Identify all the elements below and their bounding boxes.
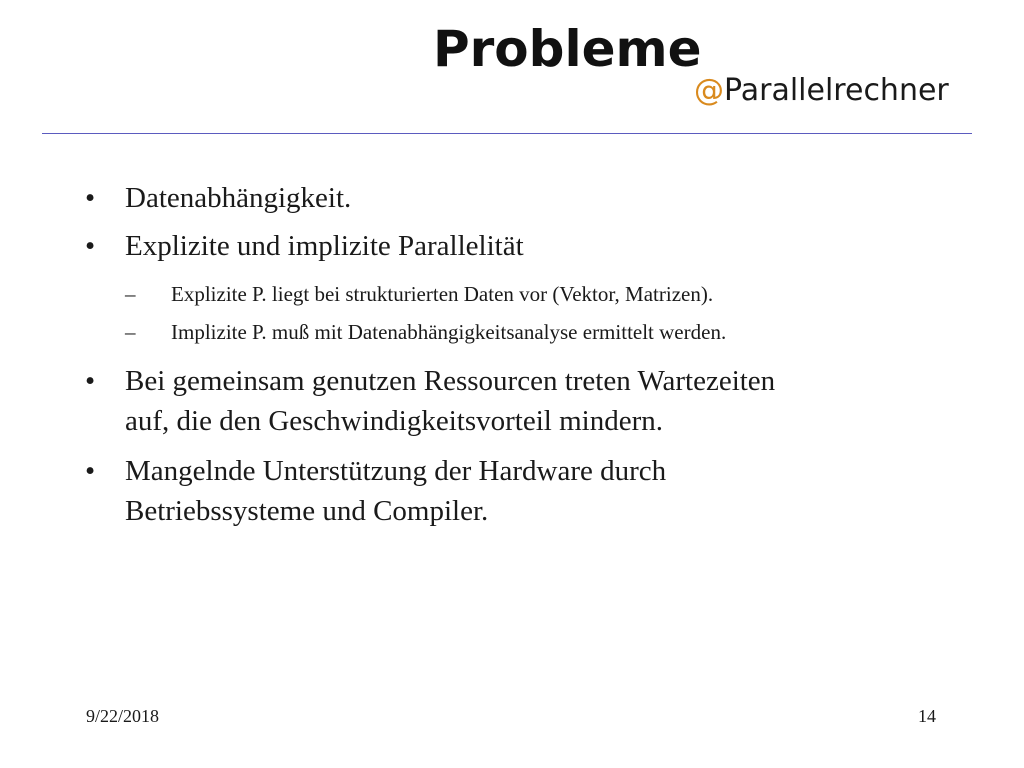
bullet-marker: •: [85, 455, 96, 487]
bullet-item: [85, 361, 776, 441]
sub-bullet-marker: –: [125, 320, 136, 344]
bullet-marker: •: [85, 230, 96, 262]
sub-bullet-marker: –: [125, 282, 136, 306]
bullet-text-line: Betriebssysteme und Compiler.: [125, 495, 489, 527]
footer-date: 9/22/2018: [86, 706, 160, 726]
sub-bullet-item: [125, 317, 727, 347]
slide-subtitle: [694, 73, 949, 108]
bullet-marker: •: [85, 365, 96, 397]
bullet-text-line: auf, die den Geschwindigkeitsvorteil mindern.: [125, 405, 663, 437]
bullet-marker: •: [85, 182, 96, 214]
bullet-item: [85, 226, 524, 266]
sub-bullet-text: Implizite P. muß mit Datenabhängigkeitsanalyse ermittelt werden.: [171, 320, 727, 344]
subtitle-at-sign: @: [694, 73, 724, 108]
bullet-item: [85, 178, 352, 218]
footer-page-number: 14: [918, 706, 936, 726]
sub-bullet-item: [125, 279, 714, 309]
slide-title: Probleme: [433, 20, 702, 78]
subtitle-text: Parallelrechner: [724, 73, 949, 108]
sub-bullet-text: Explizite P. liegt bei strukturierten Daten vor (Vektor, Matrizen).: [171, 282, 714, 306]
bullet-text-line: Mangelnde Unterstützung der Hardware durch: [125, 455, 667, 487]
bullet-text: Datenabhängigkeit.: [125, 182, 352, 214]
title-divider: [42, 133, 972, 134]
bullet-text-line: Bei gemeinsam genutzen Ressourcen treten Wartezeiten: [125, 365, 776, 397]
bullet-text: Explizite und implizite Parallelität: [125, 230, 524, 262]
bullet-item: [85, 451, 667, 531]
